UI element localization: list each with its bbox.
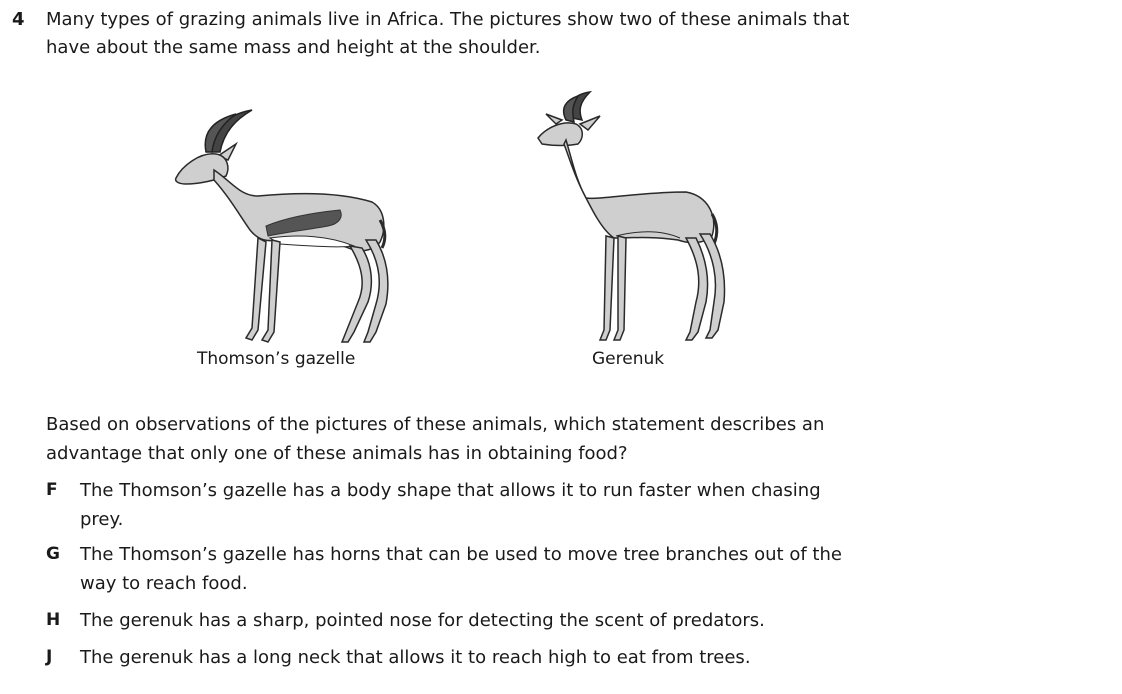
choice-text: The Thomson’s gazelle has horns that can be used to move tree branches out of the way to reach food. [80, 544, 842, 594]
choice-letter: H [46, 610, 61, 630]
choice-letter: G [46, 544, 60, 564]
gerenuk-figure [490, 80, 790, 380]
question-prompt: Based on observations of the pictures of these animals, which statement describes an advantage that only one of these animals has in obtaining food? [46, 414, 825, 464]
answer-choice-j[interactable] [46, 643, 866, 672]
question-number: 4 [12, 9, 25, 30]
choice-letter: J [46, 647, 53, 667]
choice-text: The gerenuk has a sharp, pointed nose for detecting the scent of predators. [80, 610, 765, 631]
answer-choice-g[interactable] [46, 540, 866, 598]
caption-thomsons-gazelle: Thomson’s gazelle [197, 349, 356, 369]
thomsons-gazelle-figure [140, 80, 440, 380]
caption-gerenuk: Gerenuk [592, 349, 665, 369]
gerenuk-illustration [490, 80, 790, 380]
answer-choice-h[interactable] [46, 606, 866, 635]
choice-text: The gerenuk has a long neck that allows it to reach high to eat from trees. [80, 647, 751, 668]
answer-choice-f[interactable] [46, 476, 866, 534]
choice-letter: F [46, 480, 58, 500]
question-stem: Many types of grazing animals live in Africa. The pictures show two of these animals that have about the same mass and height at the shoulder. [46, 9, 850, 58]
choice-text: The Thomson’s gazelle has a body shape that allows it to run faster when chasing prey. [80, 480, 821, 530]
thomsons-gazelle-illustration [140, 80, 440, 380]
